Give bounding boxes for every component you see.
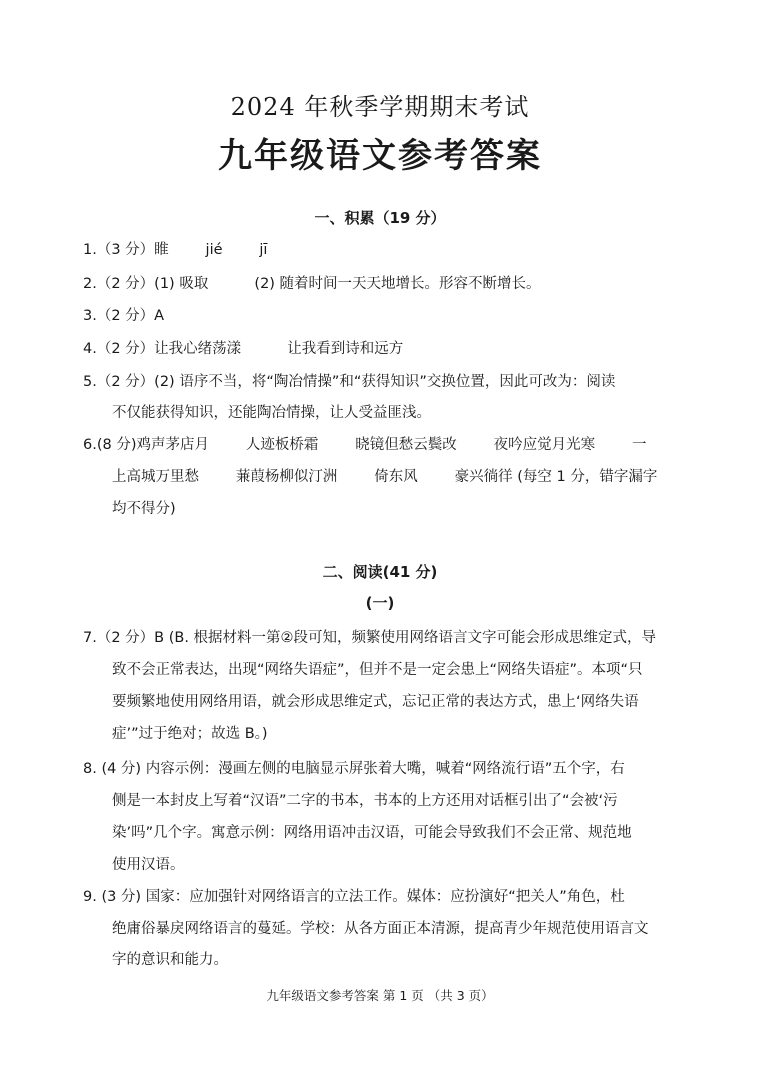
answer-q8-line4: 使用汉语。 (112, 857, 185, 873)
answer-q5-line1: 5.（2 分）(2) 语序不当，将“陶冶情操”和“获得知识”交换位置，因此可改为：阅读 (83, 374, 616, 390)
section-heading-accumulation: 一、积累（19 分） (314, 209, 446, 227)
answer-q7-line4: 症’”过于绝对；故选 B。) (112, 726, 268, 742)
answer-q9-line3: 字的意识和能力。 (112, 952, 228, 968)
answer-q6-line2: 上高城万里愁 蒹葭杨柳似汀洲 倚东风 豪兴徜徉 (每空 1 分，错字漏字 (112, 469, 658, 485)
answer-key-title: 九年级语文参考答案 (218, 136, 542, 176)
answer-q8-line1: 8. (4 分) 内容示例：漫画左侧的电脑显示屏张着大嘴，喊着“网络流行语”五个字，右 (83, 761, 625, 777)
answer-q8-line3: 染’吗”几个字。寓意示例：网络用语冲击汉语，可能会导致我们不会正常、规范地 (112, 825, 632, 841)
answer-q9-line1: 9. (3 分) 国家：应加强针对网络语言的立法工作。媒体：应扮演好“把关人”角色，杜 (83, 889, 625, 905)
answer-q7-line1: 7.（2 分）B (B. 根据材料一第②段可知，频繁使用网络语言文字可能会形成思维定式，导 (83, 630, 657, 646)
page-footer: 九年级语文参考答案 第 1 页 （共 3 页） (266, 988, 494, 1003)
answer-q7-line3: 要频繁地使用网络用语，就会形成思维定式，忘记正常的表达方式，患上‘网络失语 (112, 694, 639, 710)
answer-q5-line2: 不仅能获得知识，还能陶冶情操，让人受益匪浅。 (112, 405, 431, 421)
answer-q9-line2: 绝庸俗暴戾网络语言的蔓延。学校：从各方面正本清源，提高青少年规范使用语言文 (112, 921, 649, 937)
answer-q7-line2: 致不会正常表达，出现“网络失语症”，但并不是一定会患上“网络失语症”。本项“只 (112, 662, 643, 678)
exam-title: 2024 年秋季学期期末考试 (230, 93, 530, 121)
subsection-heading-one: (一) (365, 594, 395, 612)
answer-q4: 4.（2 分）让我心绪荡漾 让我看到诗和远方 (83, 341, 404, 357)
answer-q3: 3.（2 分）A (83, 308, 165, 324)
answer-q1: 1.（3 分）睢 jié jī (83, 242, 268, 258)
section-heading-reading: 二、阅读(41 分) (322, 563, 438, 581)
answer-q2: 2.（2 分）(1) 吸取 (2) 随着时间一天天地增长。形容不断增长。 (83, 276, 541, 292)
answer-q6-line1: 6.(8 分)鸡声茅店月 人迹板桥霜 晓镜但愁云鬓改 夜吟应觉月光寒 一 (83, 437, 647, 453)
answer-q6-line3: 均不得分) (112, 501, 176, 517)
answer-q8-line2: 侧是一本封皮上写着“汉语”二字的书本，书本的上方还用对话框引出了“会被‘污 (112, 793, 618, 809)
